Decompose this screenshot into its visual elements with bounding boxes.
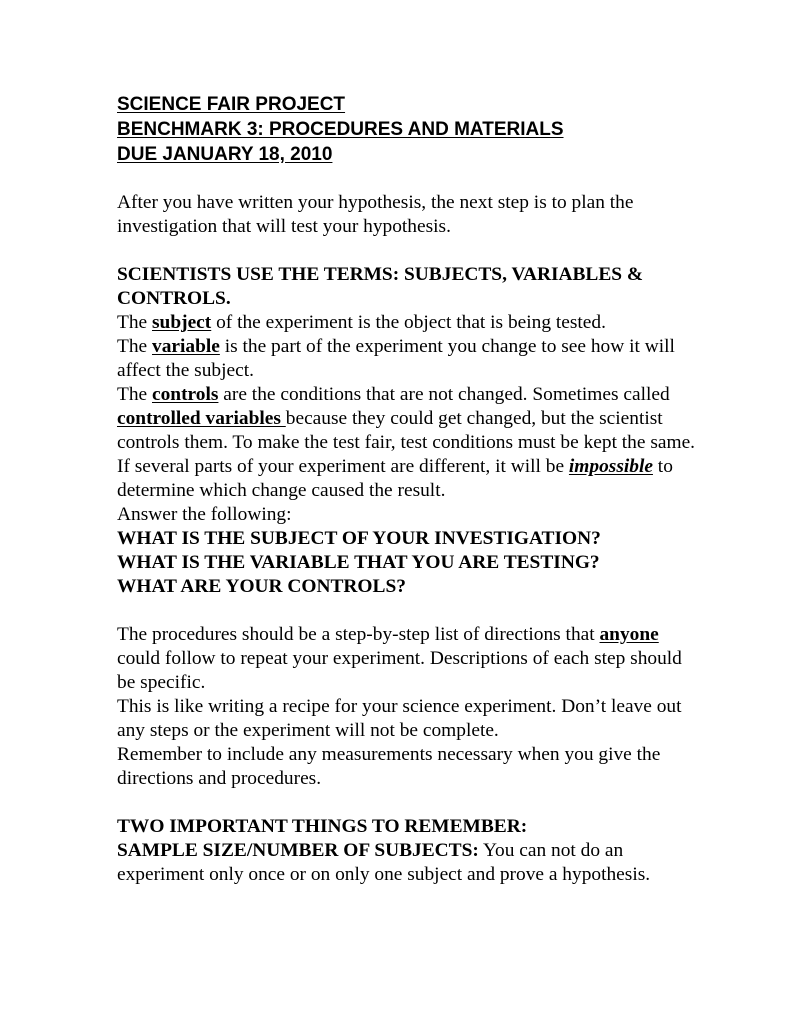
header-benchmark: BENCHMARK 3: PROCEDURES AND MATERIALS [117,119,564,140]
sample-size-label: SAMPLE SIZE/NUMBER OF SUBJECTS: [117,840,479,861]
controls-definition [117,383,697,503]
intro-paragraph: After you have written your hypothesis, the next step is to plan the investigation that will test your hypothesis. [117,192,634,237]
impossible-term: impossible [568,456,653,477]
procedures-post: could follow to repeat your experiment. Descriptions of each step should be specific. [117,648,682,693]
measurements-paragraph: Remember to include any measurements necessary when you give the directions and procedures. [117,744,661,789]
question-controls: WHAT ARE YOUR CONTROLS? [117,576,406,597]
subject-definition [117,311,697,335]
important-heading: TWO IMPORTANT THINGS TO REMEMBER: [117,816,528,837]
subject-term: subject [152,312,212,333]
answer-intro: Answer the following: [117,504,292,525]
terms-heading: SCIENTISTS USE THE TERMS: SUBJECTS, VARIABLES & CONTROLS. [117,264,644,309]
subject-pre: The [117,312,152,333]
document-body [117,92,697,887]
controlled-variables-term: controlled variables [117,408,286,429]
controls-mid1: are the conditions that are not changed. Sometimes called [218,384,670,405]
controls-term: controls [152,384,219,405]
subject-post: of the experiment is the object that is being tested. [211,312,606,333]
variable-post: is the part of the experiment you change to see how it will affect the subject. [117,336,675,381]
controls-pre: The [117,384,152,405]
controls-mid2: because they could get changed, but the scientist controls them. To make the test fair, test conditions must be kept the same. If several parts of your experiment are different, it will be [117,408,696,477]
variable-definition [117,335,697,383]
recipe-paragraph: This is like writing a recipe for your science experiment. Don’t leave out any steps or the experiment will not be complete. [117,696,682,741]
sample-size-paragraph [117,839,697,887]
procedures-paragraph [117,623,697,695]
variable-term: variable [152,336,220,357]
variable-pre: The [117,336,152,357]
anyone-term: anyone [599,624,659,645]
header-due-date: DUE JANUARY 18, 2010 [117,144,333,165]
procedures-pre: The procedures should be a step-by-step list of directions that [117,624,600,645]
controls-post: to determine which change caused the result. [117,456,673,501]
sample-size-text: You can not do an experiment only once or on only one subject and prove a hypothesis. [117,840,651,885]
question-variable: WHAT IS THE VARIABLE THAT YOU ARE TESTING? [117,552,600,573]
header-title: SCIENCE FAIR PROJECT [117,94,346,115]
question-subject: WHAT IS THE SUBJECT OF YOUR INVESTIGATION? [117,528,601,549]
